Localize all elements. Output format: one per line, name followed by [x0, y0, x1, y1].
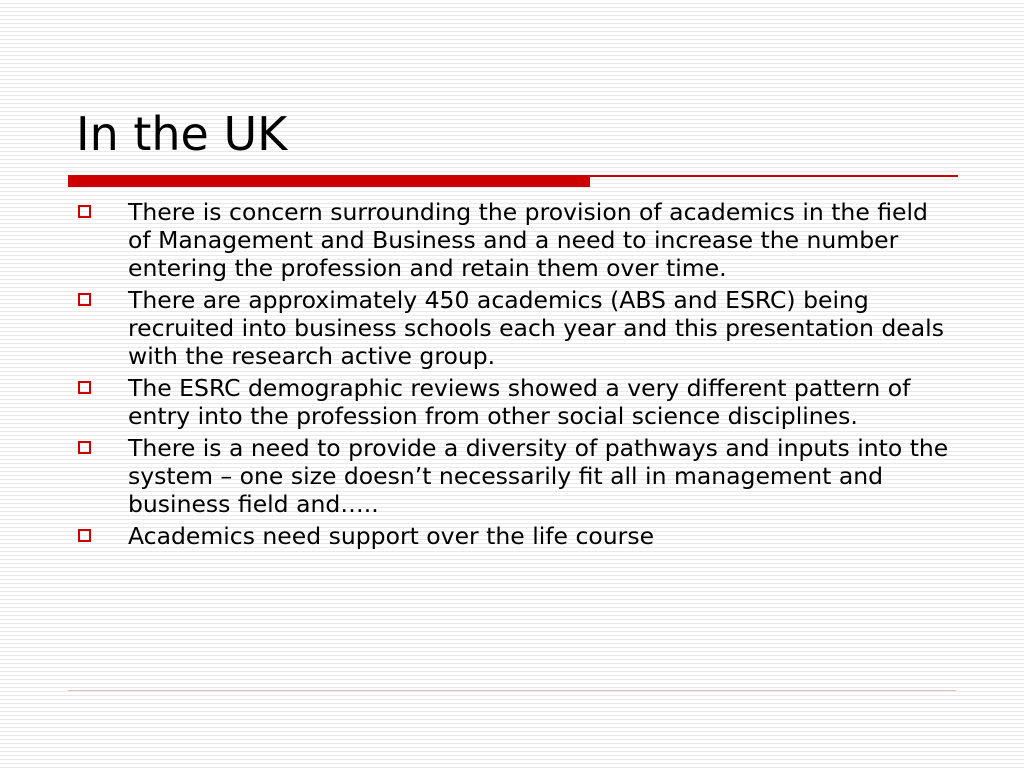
bullet-item	[74, 198, 954, 282]
hollow-square-icon	[78, 381, 91, 394]
bullet-text: There are approximately 450 academics (ABS and ESRC) being recruited into business schools each year and this presentation deals with the research active group.	[128, 286, 944, 370]
bullet-item	[74, 286, 954, 370]
hollow-square-icon	[78, 205, 91, 218]
hollow-square-icon	[78, 529, 91, 542]
bullet-item	[74, 374, 954, 430]
bullet-text: There is concern surrounding the provision of academics in the field of Management and Business and a need to increase the number entering the profession and retain them over time.	[128, 198, 928, 282]
bullet-text: There is a need to provide a diversity of pathways and inputs into the system – one size doesn’t necessarily fit all in management and business field and…..	[128, 434, 949, 518]
bullet-item	[74, 522, 954, 550]
hollow-square-icon	[78, 441, 91, 454]
bullet-list	[74, 198, 954, 554]
bullet-item	[74, 434, 954, 518]
title-underline-thick	[68, 175, 590, 187]
footer-divider	[68, 690, 956, 691]
bullet-text: Academics need support over the life course	[128, 522, 655, 550]
hollow-square-icon	[78, 293, 91, 306]
slide-title: In the UK	[76, 107, 288, 161]
bullet-text: The ESRC demographic reviews showed a very different pattern of entry into the profession from other social science disciplines.	[128, 374, 911, 430]
